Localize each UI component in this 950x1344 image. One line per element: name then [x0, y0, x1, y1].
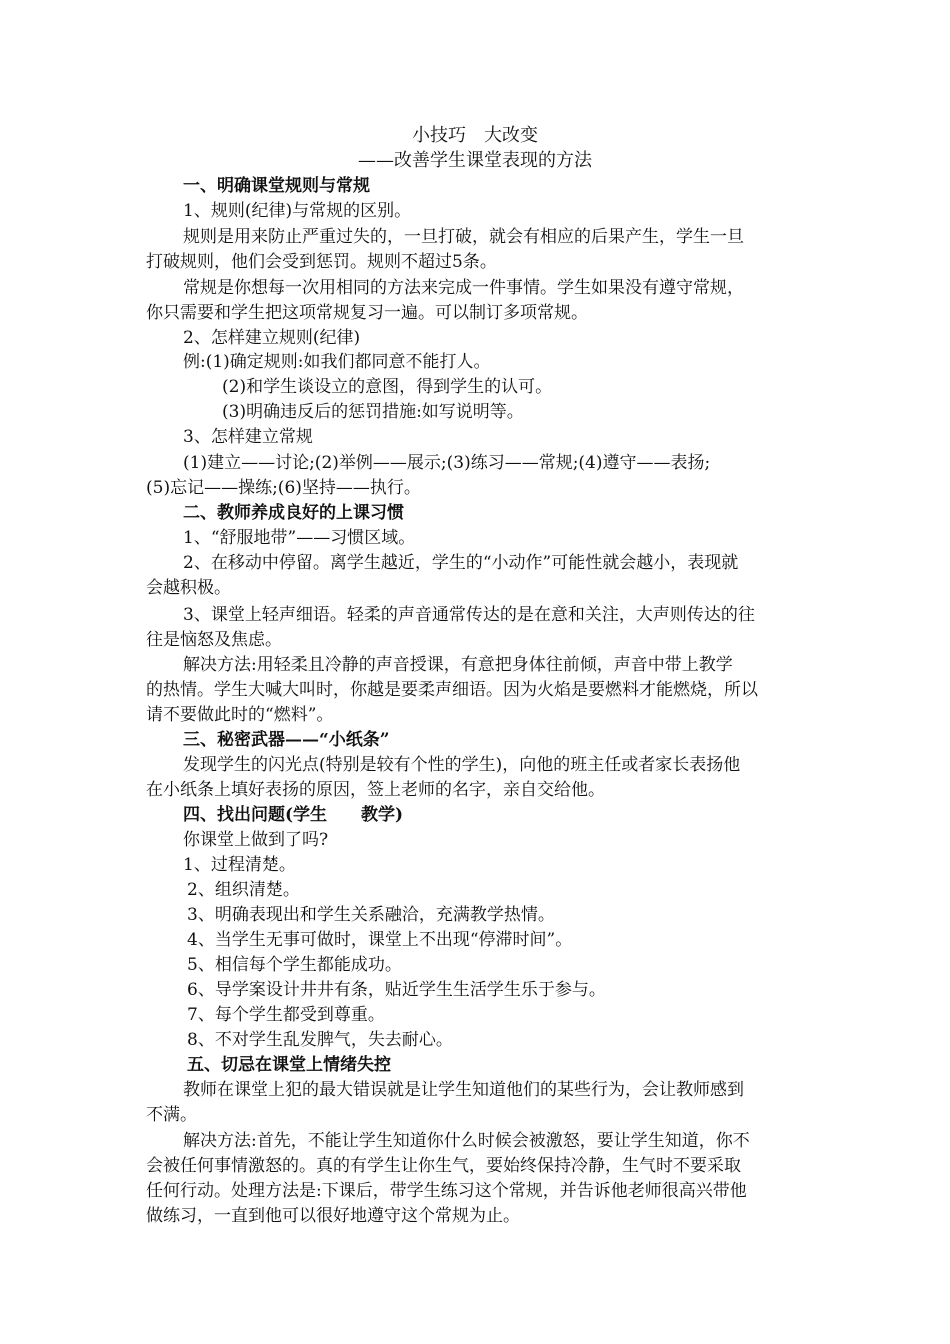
paragraph-line: 1、“舒服地带”——习惯区域。 — [183, 528, 416, 548]
list-item: 3、明确表现出和学生关系融洽，充满教学热情。 — [187, 905, 555, 925]
paragraph-line: 2、在移动中停留。离学生越近，学生的“小动作”可能性就会越小，表现就 — [183, 553, 739, 573]
document-title: 小技巧 大改变 — [412, 125, 538, 146]
paragraph-line: 3、怎样建立常规 — [183, 427, 313, 447]
section-heading-3: 三、秘密武器——“小纸条” — [183, 730, 390, 750]
paragraph-line: (3)明确违反后的惩罚措施:如写说明等。 — [222, 402, 524, 422]
paragraph-line: 会被任何事情激怒的。真的有学生让你生气，要始终保持冷静，生气时不要采取 — [146, 1156, 741, 1176]
list-item: 2、组织清楚。 — [187, 880, 300, 900]
paragraph-line: 发现学生的闪光点(特别是较有个性的学生)，向他的班主任或者家长表扬他 — [183, 755, 741, 775]
paragraph-line: 常规是你想每一次用相同的方法来完成一件事情。学生如果没有遵守常规， — [183, 278, 744, 298]
section-heading-4: 四、找出问题(学生 教学) — [183, 805, 404, 825]
paragraph-line: 任何行动。处理方法是:下课后，带学生练习这个常规，并告诉他老师很高兴带他 — [146, 1181, 747, 1201]
paragraph-line: 解决方法:首先，不能让学生知道你什么时候会被激怒，要让学生知道，你不 — [183, 1131, 750, 1151]
paragraph-line: 规则是用来防止严重过失的，一旦打破，就会有相应的后果产生，学生一旦 — [183, 227, 744, 247]
list-item: 5、相信每个学生都能成功。 — [187, 955, 402, 975]
section-heading-1: 一、明确课堂规则与常规 — [183, 176, 370, 196]
paragraph-line: 教师在课堂上犯的最大错误就是让学生知道他们的某些行为，会让教师感到 — [183, 1080, 744, 1100]
list-item: 6、导学案设计井井有条，贴近学生生活学生乐于参与。 — [187, 980, 606, 1000]
list-item: 4、当学生无事可做时，课堂上不出现“停滞时间”。 — [187, 930, 573, 950]
paragraph-line: 请不要做此时的“燃料”。 — [146, 705, 334, 725]
section-heading-5: 五、切忌在课堂上情绪失控 — [187, 1055, 391, 1075]
paragraph-line: 你只需要和学生把这项常规复习一遍。可以制订多项常规。 — [146, 303, 588, 323]
paragraph-line: 的热情。学生大喊大叫时，你越是要柔声细语。因为火焰是要燃料才能燃烧，所以 — [146, 680, 758, 700]
section-heading-2: 二、教师养成良好的上课习惯 — [183, 503, 404, 523]
list-item: 7、每个学生都受到尊重。 — [187, 1005, 385, 1025]
paragraph-line: 解决方法:用轻柔且冷静的声音授课，有意把身体往前倾，声音中带上教学 — [183, 655, 733, 675]
paragraph-line: 会越积极。 — [146, 578, 231, 598]
paragraph-line: 例:(1)确定规则:如我们都同意不能打人。 — [183, 352, 491, 372]
paragraph-line: 1、规则(纪律)与常规的区别。 — [183, 201, 412, 221]
paragraph-line: (1)建立——讨论;(2)举例——展示;(3)练习——常规;(4)遵守——表扬; — [183, 453, 711, 473]
list-item: 8、不对学生乱发脾气，失去耐心。 — [187, 1030, 453, 1050]
paragraph-line: (2)和学生谈设立的意图，得到学生的认可。 — [222, 377, 553, 397]
paragraph-line: 2、怎样建立规则(纪律) — [183, 328, 361, 348]
paragraph-line: 你课堂上做到了吗? — [183, 830, 329, 850]
paragraph-line: 做练习，一直到他可以很好地遵守这个常规为止。 — [146, 1206, 520, 1226]
paragraph-line: 往是恼怒及焦虑。 — [146, 630, 282, 650]
paragraph-line: 3、课堂上轻声细语。轻柔的声音通常传达的是在意和关注，大声则传达的往 — [183, 605, 755, 625]
paragraph-line: 在小纸条上填好表扬的原因，签上老师的名字，亲自交给他。 — [146, 780, 605, 800]
paragraph-line: 不满。 — [146, 1105, 197, 1125]
paragraph-line: 打破规则，他们会受到惩罚。规则不超过5条。 — [146, 252, 497, 272]
list-item: 1、过程清楚。 — [183, 855, 296, 875]
paragraph-line: (5)忘记——操练;(6)坚持——执行。 — [146, 478, 421, 498]
document-subtitle: ——改善学生课堂表现的方法 — [358, 150, 592, 171]
